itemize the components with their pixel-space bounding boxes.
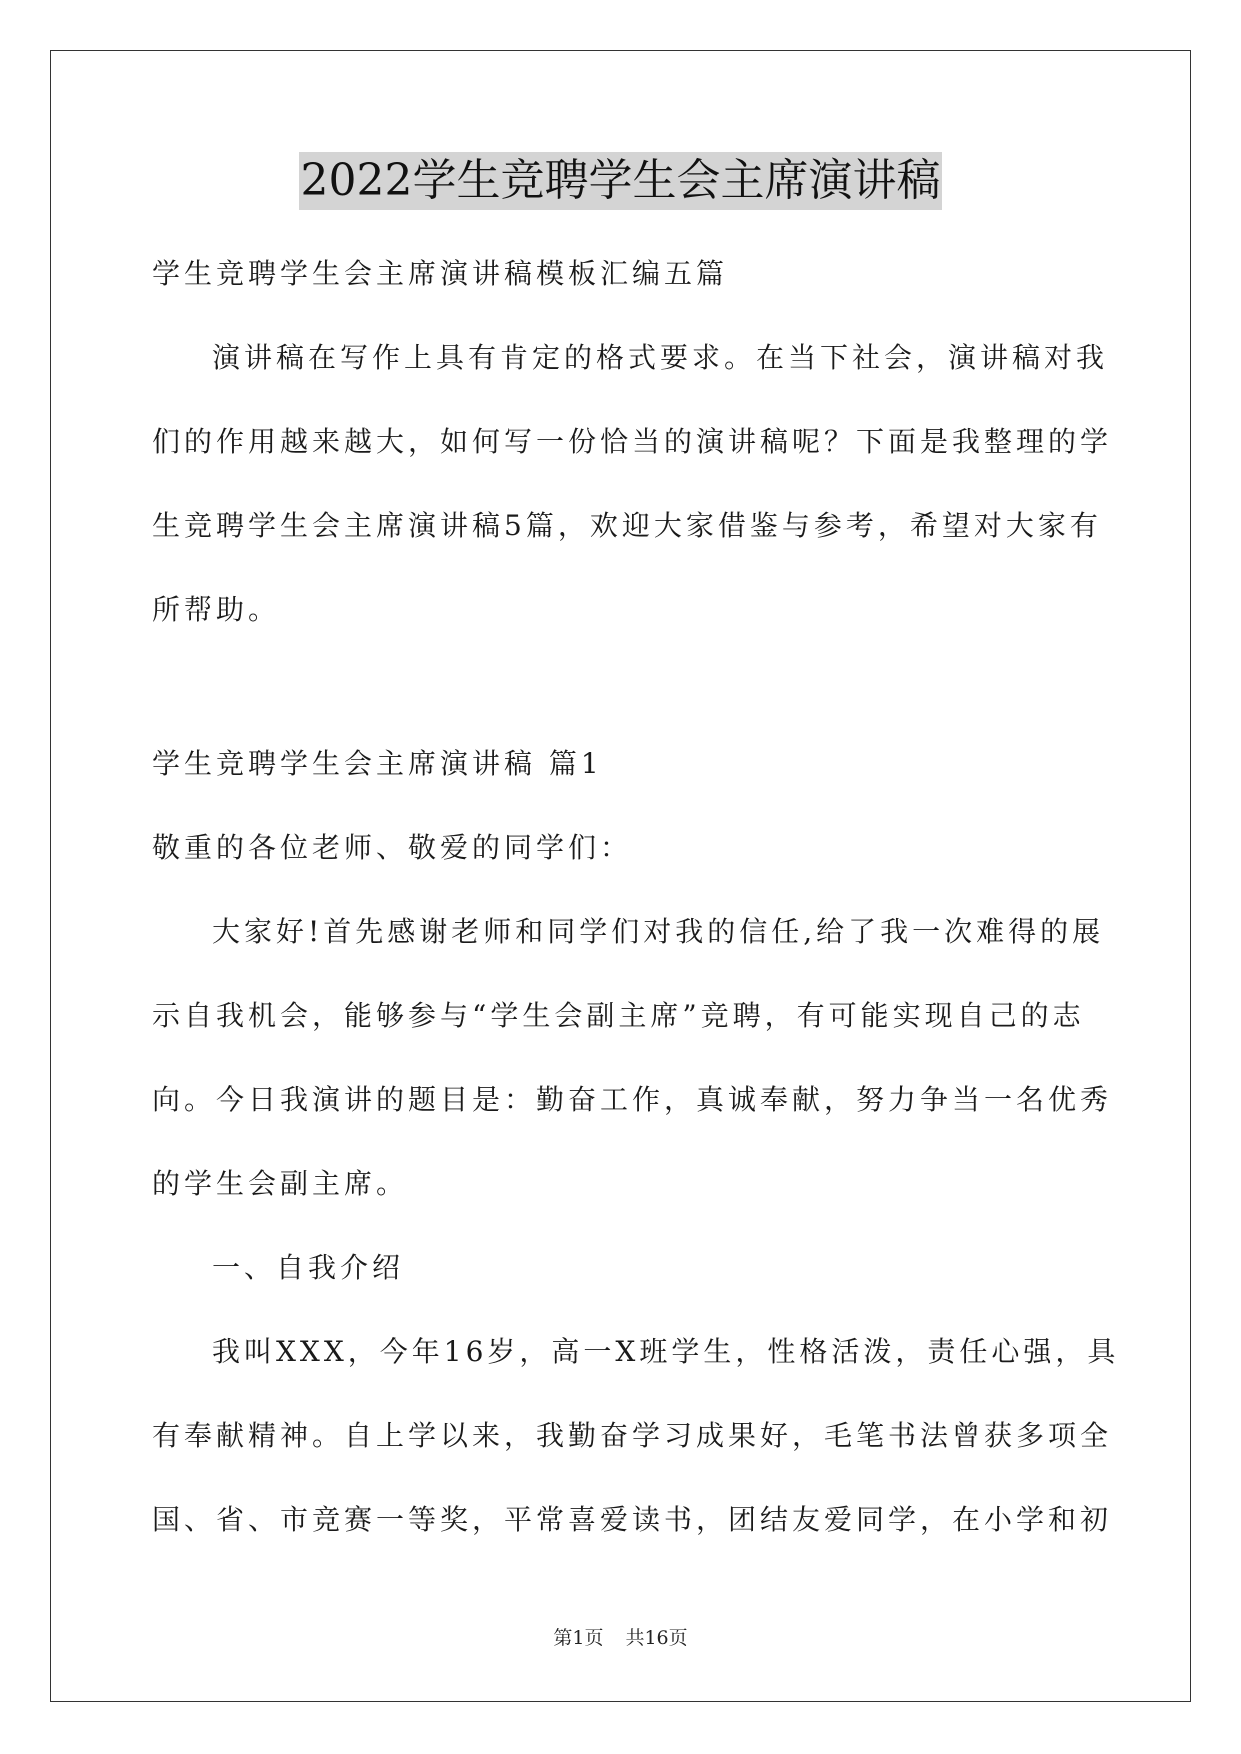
paragraph-greeting <box>152 806 1092 890</box>
text-line: 们的作用越来越大，如何写一份恰当的演讲稿呢？下面是我整理的学 <box>152 425 1113 458</box>
text-line: 敬重的各位老师、敬爱的同学们： <box>152 831 633 864</box>
document-title: 2022学生竞聘学生会主席演讲稿 <box>299 152 943 210</box>
document-body <box>152 232 1120 1562</box>
text-line: 所帮助。 <box>152 593 281 626</box>
paragraph-self-intro <box>152 1310 1120 1562</box>
paragraph-section-heading <box>152 722 1092 806</box>
text-line: 一、自我介绍 <box>212 1251 405 1284</box>
text-line: 学生竞聘学生会主席演讲稿模板汇编五篇 <box>152 257 729 290</box>
text-line: 生竞聘学生会主席演讲稿5篇，欢迎大家借鉴与参考，希望对大家有 <box>152 509 1102 542</box>
paragraph-subtitle <box>152 232 1092 316</box>
text-line: 国、省、市竞赛一等奖，平常喜爱读书，团结友爱同学，在小学和初 <box>152 1503 1113 1536</box>
paragraph-intro <box>152 316 1113 652</box>
text-line: 我叫XXX，今年16岁，高一X班学生，性格活泼，责任心强，具 <box>212 1335 1120 1368</box>
text-line: 有奉献精神。自上学以来，我勤奋学习成果好，毛笔书法曾获多项全 <box>152 1419 1113 1452</box>
page-footer <box>0 1623 1241 1650</box>
text-line: 示自我机会，能够参与“学生会副主席”竞聘，有可能实现自己的志 <box>152 999 1085 1032</box>
page-total: 共16页 <box>625 1627 688 1649</box>
paragraph-point-one <box>152 1226 1092 1310</box>
page-number: 第1页 <box>553 1627 604 1649</box>
text-line: 学生竞聘学生会主席演讲稿 篇1 <box>152 747 603 780</box>
text-line: 向。今日我演讲的题目是：勤奋工作，真诚奉献，努力争当一名优秀 <box>152 1083 1113 1116</box>
title-container <box>0 152 1241 210</box>
text-line: 的学生会副主席。 <box>152 1167 409 1200</box>
paragraph-opening <box>152 890 1113 1226</box>
text-line: 大家好!首先感谢老师和同学们对我的信任,给了我一次难得的展 <box>212 915 1105 948</box>
text-line: 演讲稿在写作上具有肯定的格式要求。在当下社会，演讲稿对我 <box>212 341 1109 374</box>
